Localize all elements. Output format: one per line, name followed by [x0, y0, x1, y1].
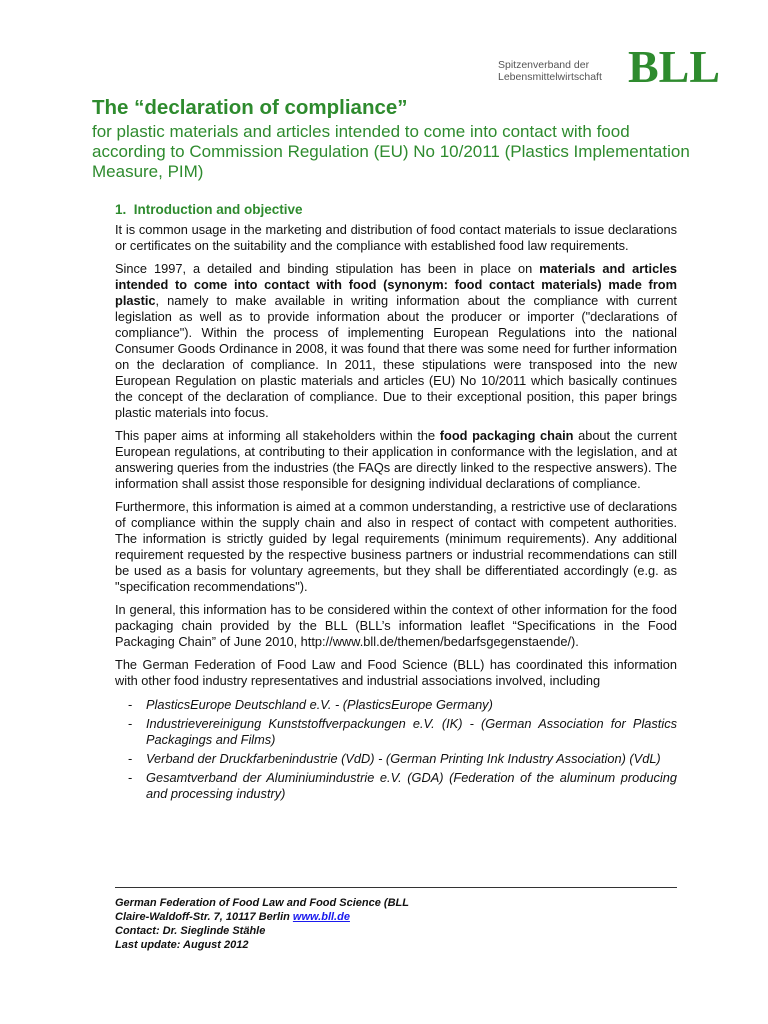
list-item: - Verband der Druckfarbenindustrie (VdD) - (German Printing Ink Industry Association) (VdL)	[128, 751, 661, 766]
logo-line-1: Spitzenverband der	[498, 59, 590, 71]
logo-mark-text: BLL	[628, 41, 721, 92]
footer	[115, 896, 409, 952]
paragraph-6: The German Federation of Food Law and Food Science (BLL) has coordinated this information with other food industry representatives and industrial associations involved, including	[115, 657, 677, 688]
list-item: - Industrievereinigung Kunststoffverpackungen e.V. (IK) - (German Association for Plastics Packagings and Films)	[128, 716, 677, 747]
list-item: - Gesamtverband der Aluminiumindustrie e.V. (GDA) (Federation of the aluminum producing and processing industry)	[128, 770, 677, 801]
document-subtitle: for plastic materials and articles intended to come into contact with food according to Commission Regulation (EU) No 10/2011 (Plastics Implementation Measure, PIM)	[92, 122, 690, 181]
footer-address: Claire-Waldoff-Str. 7, 10117 Berlin www.bll.de	[115, 911, 350, 923]
document-body	[115, 222, 677, 805]
logo-line-2: Lebensmittelwirtschaft	[498, 71, 602, 83]
paragraph-2: Since 1997, a detailed and binding stipulation has been in place on materials and articles intended to come into contact with food (synonym: food contact materials) made from plastic, namely to make available in writing information about the compliance with current legislation as well as to provide information about the producer or importer ("declarations of compliance"). Within the process of implementing European Regulations into the national Consumer Goods Ordinance in 2008, it was found that there was some need for further information on the declaration of compliance. In 2011, these stipulations were transposed into the new European Regulation on plastic materials and articles (EU) No 10/2011 which basically continues the concept of the declaration of compliance. Due to their exceptional position, this paper brings plastic materials into focus.	[115, 261, 677, 420]
bll-logo-mark	[628, 41, 721, 92]
association-list	[115, 697, 677, 802]
logo-text	[498, 59, 602, 83]
list-item: - PlasticsEurope Deutschland e.V. - (PlasticsEurope Germany)	[128, 697, 493, 712]
section-heading	[115, 202, 303, 217]
footer-contact: Contact: Dr. Sieglinde Stähle	[115, 925, 266, 937]
bll-logo	[498, 41, 721, 92]
paragraph-4: Furthermore, this information is aimed at a common understanding, a restrictive use of declarations of compliance within the supply chain and also in respect of contact with competent authorities. The information is strictly guided by legal requirements (minimum requirements). Any additional requirement requested by the respective business partners or industrial recommendations can still be used as a basis for voluntary agreements, but they shall be differentiated accordingly (e.g. as "specification recommendations").	[115, 499, 677, 594]
section-number: 1.	[115, 202, 127, 217]
paragraph-5: In general, this information has to be considered within the context of other information for the food packaging chain provided by the BLL (BLL’s information leaflet “Specifications in the Food Packaging Chain” of June 2010, http://www.bll.de/themen/bedarfsgegenstaende/).	[115, 602, 677, 649]
paragraph-3: This paper aims at informing all stakeholders within the food packaging chain about the current European regulations, at contributing to their application in conformance with the legislation, and at answering queries from the industries (the FAQs are directly linked to the respective answers). The information shall assist those responsible for designing individual declarations of compliance.	[115, 428, 677, 491]
footer-divider	[115, 887, 677, 888]
website-link[interactable]: www.bll.de	[292, 911, 350, 923]
footer-last-update: Last update: August 2012	[115, 939, 249, 951]
document-title: The “declaration of compliance”	[92, 96, 408, 119]
section-title: Introduction and objective	[133, 202, 303, 217]
footer-org: German Federation of Food Law and Food Science (BLL	[115, 897, 409, 909]
paragraph-1: It is common usage in the marketing and distribution of food contact materials to issue declarations or certificates on the suitability and the compliance with established food law requirements.	[115, 222, 677, 253]
